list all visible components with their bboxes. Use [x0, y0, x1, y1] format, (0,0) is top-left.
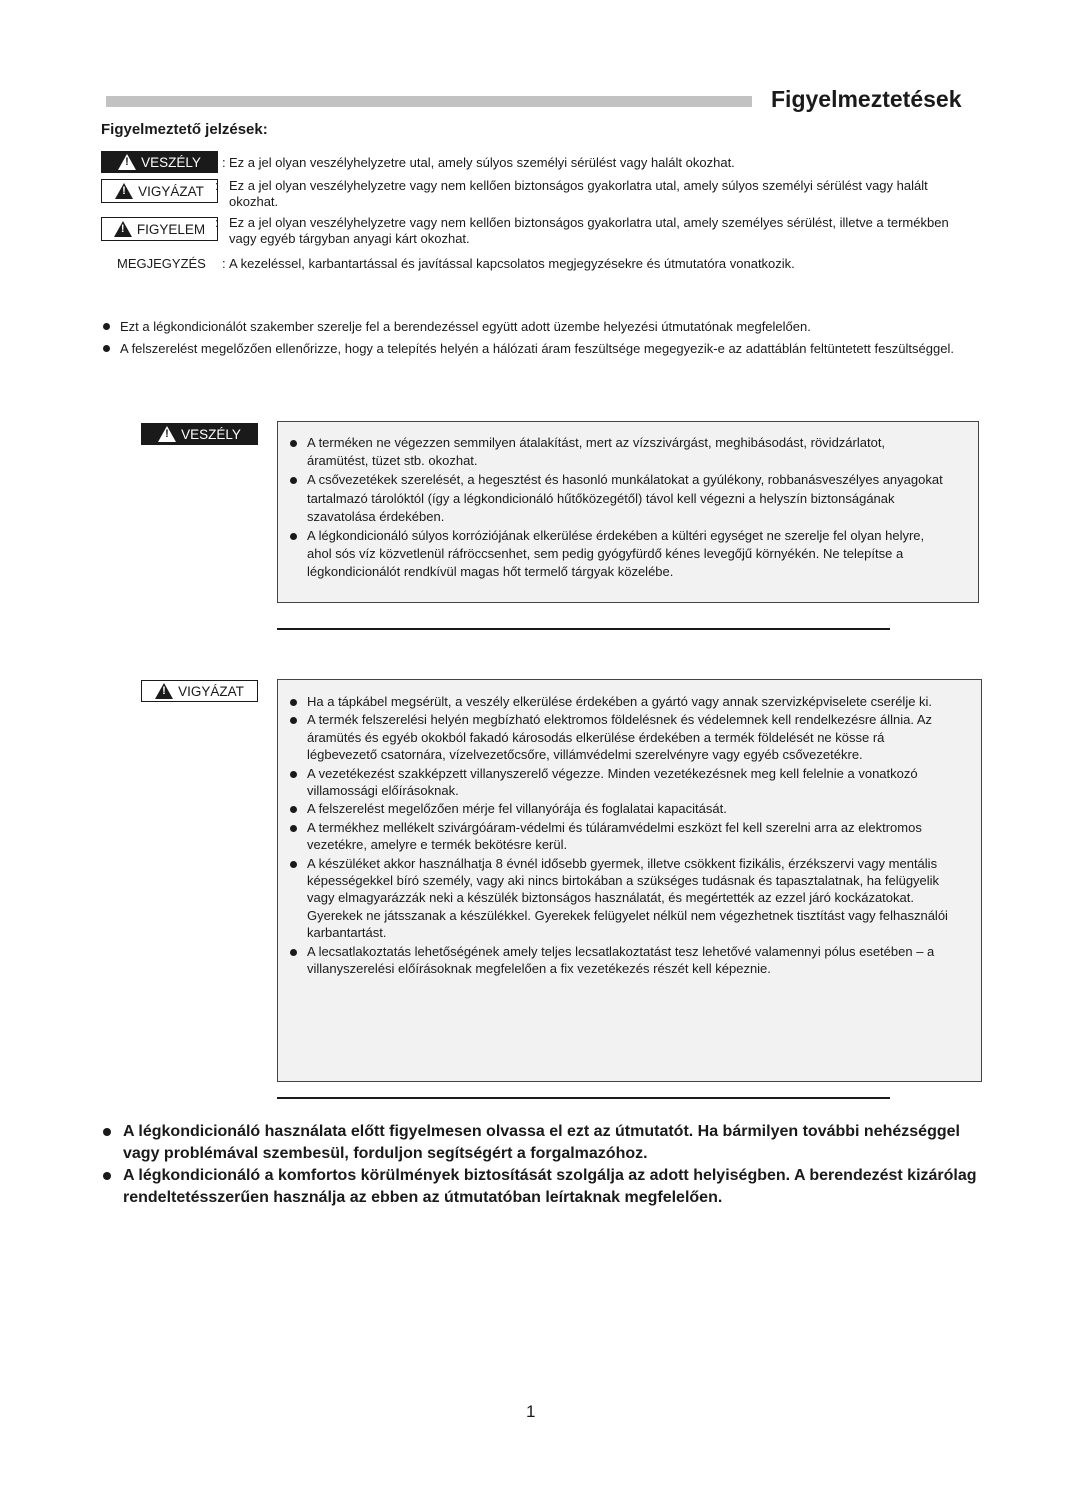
list-item: A csővezetékek szerelését, a hegesztést és hasonló munkálatokat a gyúlékony, robbanásveszélyes anyagokat tartalmazó tárolóktól (így a légkondicionáló hűtőközegétől) távol kell végezni a helyszín biztonságának szavatolása érdekében.	[288, 471, 948, 526]
divider	[277, 1097, 890, 1099]
badge-label: VIGYÁZAT	[178, 683, 244, 699]
danger-definition: : Ez a jel olyan veszélyhelyzetre utal, amely súlyos személyi sérülést vagy halált okozhat.	[222, 155, 735, 170]
page-title: Figyelmeztetések	[771, 86, 962, 112]
list-item: A termékhez mellékelt szivárgóáram-védelmi és túláramvédelmi eszközt fel kell szerelni arra az elektromos vezetékre, amelyre e termék bekötésre kerül.	[288, 819, 953, 854]
list-item: A felszerelést megelőzően mérje fel villanyórája és foglalatai kapacitását.	[288, 800, 953, 817]
list-item: A vezetékezést szakképzett villanyszerelő végezze. Minden vezetékezésnek meg kell felelnie a vonatkozó villamossági előírásoknak.	[288, 765, 953, 800]
list-item: Ezt a légkondicionálót szakember szerelje fel a berendezéssel együtt adott üzembe helyezési útmutatónak megfelelően.	[101, 318, 961, 336]
list-item: A termék felszerelési helyén megbízható elektromos földelésnek és védelemnek kell rendelkezésre állnia. Az áramütés és egyéb okokból fakadó károsodás elkerülése érdekében a termék földelését ne kösse rá légbevezető csatornára, vízelvezetőcsőre, villámvédelmi szerelvényre vagy egyéb csővezetékre.	[288, 711, 953, 763]
attention-badge	[101, 217, 218, 241]
danger-section-badge	[141, 423, 258, 445]
divider	[277, 628, 890, 630]
list-item: A terméken ne végezzen semmilyen átalakítást, mert az vízszivárgást, meghibásodást, rövidzárlatot, áramütést, tüzet stb. okozhat.	[288, 434, 948, 470]
note-definition: : A kezeléssel, karbantartással és javítással kapcsolatos megjegyzésekre és útmutatóra vonatkozik.	[222, 256, 795, 271]
warning-triangle-icon	[158, 426, 176, 442]
caution-badge	[101, 179, 218, 203]
warning-triangle-icon	[155, 683, 173, 699]
badge-label: VESZÉLY	[181, 426, 241, 442]
list-item: A lecsatlakoztatás lehetőségének amely teljes lecsatlakoztatást tesz lehetővé valamennyi pólus esetében – a villanyszerelési előírásoknak megfelelően a fix vezetékezés részét kell képeznie.	[288, 943, 953, 978]
warning-triangle-icon	[114, 221, 132, 237]
header-bar	[106, 96, 752, 107]
intro-list	[101, 318, 961, 361]
definition-text: Ez a jel olyan veszélyhelyzetre vagy nem kellően biztonságos gyakorlatra utal, amely személyes sérülést, illetve a termékben vagy egyéb tárgyban anyagi kárt okozhat.	[229, 215, 949, 246]
list-item: A légkondicionáló használata előtt figyelmesen olvassa el ezt az útmutatót. Ha bármilyen további nehézséggel vagy problémával szembesül, forduljon segítségért a forgalmazóhoz.	[101, 1121, 981, 1165]
badge-label: FIGYELEM	[136, 221, 206, 237]
page-number: 1	[526, 1402, 536, 1421]
definition-text: A kezeléssel, karbantartással és javítással kapcsolatos megjegyzésekre és útmutatóra vonatkozik.	[229, 256, 795, 271]
attention-definition: : Ez a jel olyan veszélyhelyzetre vagy nem kellően biztonságos gyakorlatra utal, amely személyes sérülést, illetve a termékben vagy egyéb tárgyban anyagi kárt okozhat.	[215, 215, 949, 246]
list-item: A légkondicionáló súlyos korróziójának elkerülése érdekében a kültéri egységet ne szerelje fel olyan helyre, ahol sós víz közvetlenül ráfröccsenhet, sem pedig gyógyfürdő kénes levegőjű környékén. Ne telepítse a légkondicionálót rendkívül magas hőt termelő tárgyak közelébe.	[288, 527, 948, 582]
badge-label: VESZÉLY	[141, 154, 201, 170]
list-item: A felszerelést megelőzően ellenőrizze, hogy a telepítés helyén a hálózati áram feszültsége megegyezik-e az adattáblán feltüntetett feszültséggel.	[101, 340, 961, 358]
warning-triangle-icon	[118, 154, 136, 170]
definition-text: Ez a jel olyan veszélyhelyzetre vagy nem kellően biztonságos gyakorlatra utal, amely súlyos személyi sérülést vagy halált okozhat.	[229, 178, 928, 209]
warning-triangle-icon	[115, 183, 133, 199]
list-item: Ha a tápkábel megsérült, a veszély elkerülése érdekében a gyártó vagy annak szervizképviselete cserélje ki.	[288, 693, 953, 710]
caution-definition: : Ez a jel olyan veszélyhelyzetre vagy nem kellően biztonságos gyakorlatra utal, amely súlyos személyi sérülést vagy halált okozhat.	[215, 178, 928, 209]
signals-heading: Figyelmeztető jelzések:	[101, 121, 268, 138]
note-label: MEGJEGYZÉS	[117, 256, 206, 271]
list-item: A légkondicionáló a komfortos körülmények biztosítását szolgálja az adott helyiségben. A berendezést kizárólag rendeltetésszerűen használja az ebben az útmutatóban leírtaknak megfelelően.	[101, 1165, 981, 1209]
danger-box	[277, 421, 979, 603]
list-item: A készüléket akkor használhatja 8 évnél idősebb gyermek, illetve csökkent fizikális, érzékszervi vagy mentális képességekkel bíró személy, vagy aki nincs birtokában a szükséges tudásnak és tapasztalatnak, ha felügyelik vagy elmagyarázzák neki a készülék biztonságos használatát, és megértették az ezzel járó kockázatokat. Gyerekek ne játsszanak a készülékkel. Gyerekek felügyelet nélkül nem végezhetnek tisztítást vagy felhasználói karbantartást.	[288, 855, 953, 942]
badge-label: VIGYÁZAT	[138, 183, 204, 199]
danger-badge	[101, 151, 218, 173]
closing-list	[101, 1121, 981, 1209]
caution-section-badge	[141, 680, 258, 702]
definition-text: Ez a jel olyan veszélyhelyzetre utal, amely súlyos személyi sérülést vagy halált okozhat.	[229, 155, 735, 170]
caution-box	[277, 679, 982, 1082]
